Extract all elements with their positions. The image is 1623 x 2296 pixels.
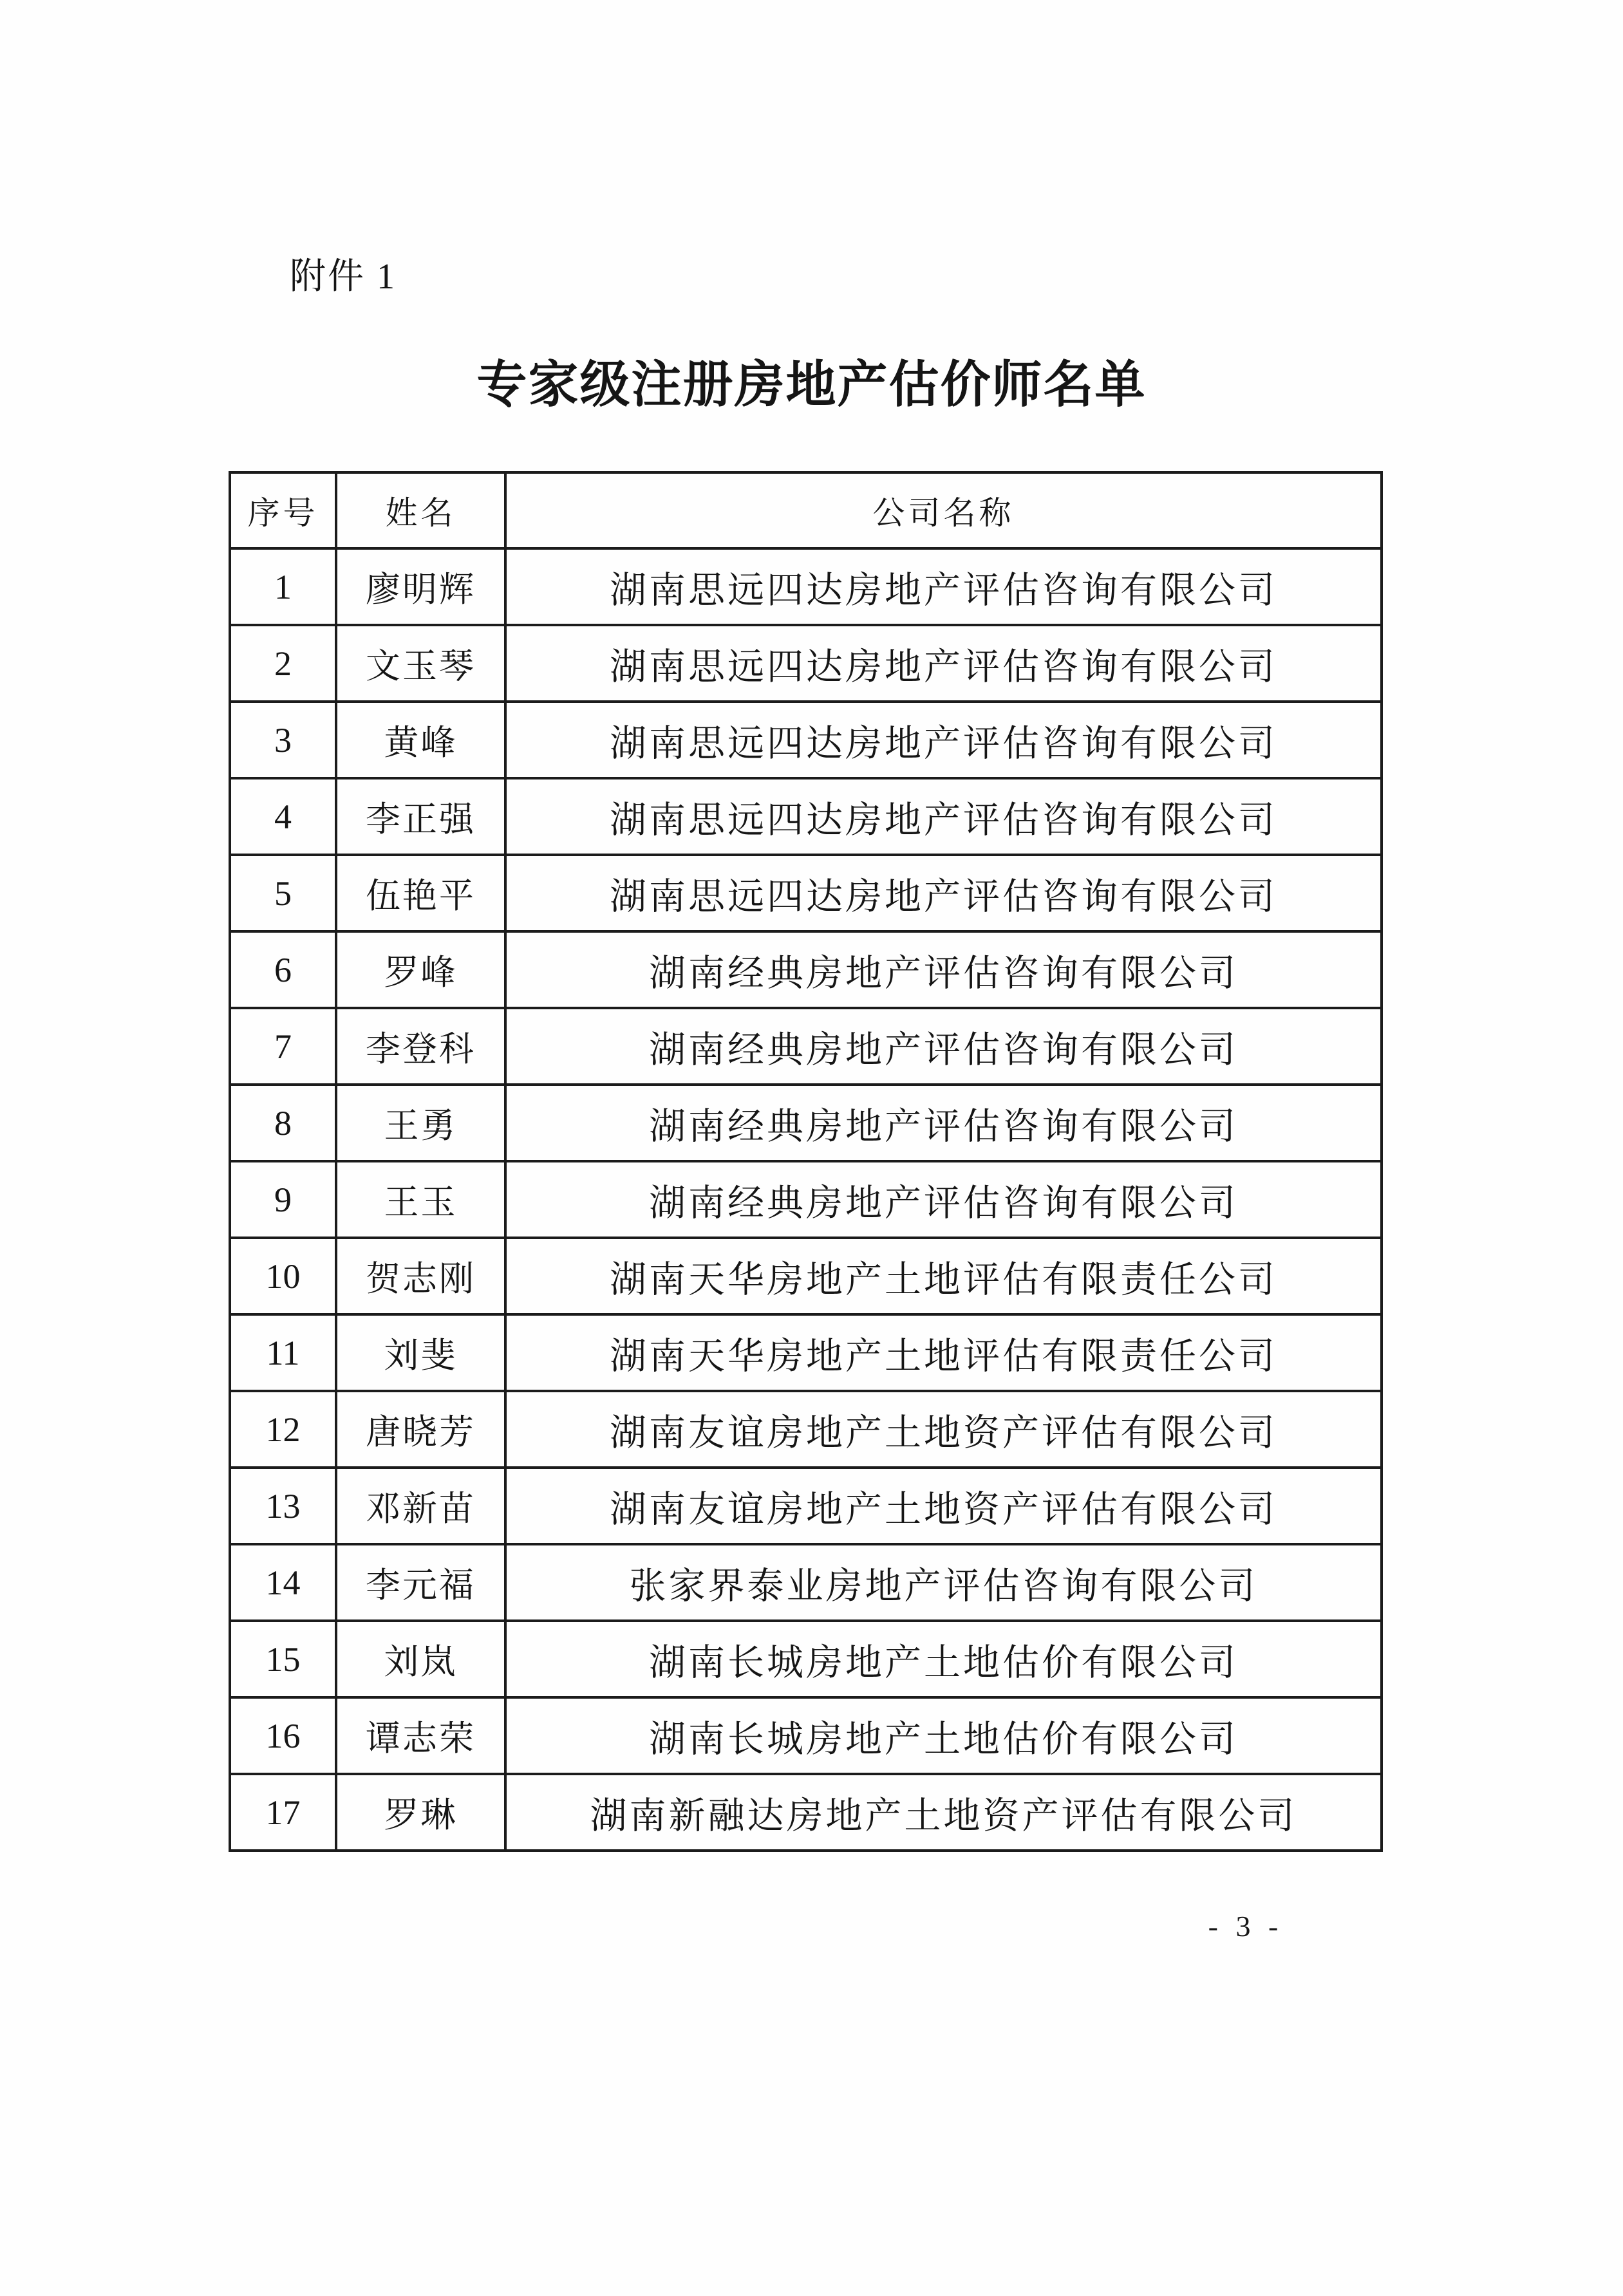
row-name: 李正强 xyxy=(336,778,505,855)
row-name: 王玉 xyxy=(336,1161,505,1238)
row-no: 15 xyxy=(230,1621,336,1697)
row-name: 廖明辉 xyxy=(336,548,505,625)
row-no: 6 xyxy=(230,931,336,1008)
row-company: 张家界泰业房地产评估咨询有限公司 xyxy=(505,1544,1382,1621)
row-name: 李登科 xyxy=(336,1008,505,1085)
table-row xyxy=(230,1774,1382,1851)
row-no: 3 xyxy=(230,702,336,778)
row-name: 李元福 xyxy=(336,1544,505,1621)
table-row xyxy=(230,1544,1382,1621)
row-no: 5 xyxy=(230,855,336,931)
header-no: 序号 xyxy=(230,472,336,548)
row-company: 湖南思远四达房地产评估咨询有限公司 xyxy=(505,625,1382,702)
row-name: 贺志刚 xyxy=(336,1238,505,1314)
row-name: 伍艳平 xyxy=(336,855,505,931)
row-company: 湖南思远四达房地产评估咨询有限公司 xyxy=(505,855,1382,931)
row-no: 1 xyxy=(230,548,336,625)
header-name: 姓名 xyxy=(336,472,505,548)
table-row xyxy=(230,1621,1382,1697)
row-no: 11 xyxy=(230,1314,336,1391)
appraiser-table xyxy=(229,471,1383,1852)
row-name: 王勇 xyxy=(336,1085,505,1161)
row-no: 4 xyxy=(230,778,336,855)
row-no: 7 xyxy=(230,1008,336,1085)
table-row xyxy=(230,625,1382,702)
row-name: 黄峰 xyxy=(336,702,505,778)
row-name: 邓新苗 xyxy=(336,1468,505,1544)
row-no: 16 xyxy=(230,1697,336,1774)
table-body xyxy=(230,548,1382,1851)
table-row xyxy=(230,931,1382,1008)
row-name: 刘斐 xyxy=(336,1314,505,1391)
row-no: 8 xyxy=(230,1085,336,1161)
row-company: 湖南长城房地产土地估价有限公司 xyxy=(505,1621,1382,1697)
row-no: 14 xyxy=(230,1544,336,1621)
table-row xyxy=(230,1468,1382,1544)
table-row xyxy=(230,1314,1382,1391)
row-no: 17 xyxy=(230,1774,336,1851)
row-name: 文玉琴 xyxy=(336,625,505,702)
row-company: 湖南经典房地产评估咨询有限公司 xyxy=(505,1085,1382,1161)
header-company: 公司名称 xyxy=(505,472,1382,548)
row-name: 罗琳 xyxy=(336,1774,505,1851)
row-name: 谭志荣 xyxy=(336,1697,505,1774)
attachment-label: 附件 1 xyxy=(290,257,397,297)
row-name: 罗峰 xyxy=(336,931,505,1008)
row-name: 唐晓芳 xyxy=(336,1391,505,1468)
table-row xyxy=(230,855,1382,931)
row-no: 12 xyxy=(230,1391,336,1468)
page-title: 专家级注册房地产估价师名单 xyxy=(476,357,1147,413)
table-row xyxy=(230,1008,1382,1085)
table-row xyxy=(230,778,1382,855)
row-company: 湖南思远四达房地产评估咨询有限公司 xyxy=(505,548,1382,625)
row-company: 湖南新融达房地产土地资产评估有限公司 xyxy=(505,1774,1382,1851)
page-number: - 3 - xyxy=(1208,1910,1284,1943)
table-row xyxy=(230,1085,1382,1161)
table-row xyxy=(230,702,1382,778)
table-row xyxy=(230,1161,1382,1238)
row-name: 刘岚 xyxy=(336,1621,505,1697)
row-company: 湖南天华房地产土地评估有限责任公司 xyxy=(505,1314,1382,1391)
row-company: 湖南思远四达房地产评估咨询有限公司 xyxy=(505,702,1382,778)
row-no: 2 xyxy=(230,625,336,702)
table-header-row xyxy=(230,472,1382,548)
row-company: 湖南经典房地产评估咨询有限公司 xyxy=(505,1008,1382,1085)
table-row xyxy=(230,1391,1382,1468)
row-company: 湖南长城房地产土地估价有限公司 xyxy=(505,1697,1382,1774)
table-row xyxy=(230,1697,1382,1774)
row-company: 湖南友谊房地产土地资产评估有限公司 xyxy=(505,1468,1382,1544)
table-row xyxy=(230,548,1382,625)
row-company: 湖南经典房地产评估咨询有限公司 xyxy=(505,1161,1382,1238)
row-company: 湖南思远四达房地产评估咨询有限公司 xyxy=(505,778,1382,855)
table-row xyxy=(230,1238,1382,1314)
row-company: 湖南经典房地产评估咨询有限公司 xyxy=(505,931,1382,1008)
row-no: 13 xyxy=(230,1468,336,1544)
row-company: 湖南天华房地产土地评估有限责任公司 xyxy=(505,1238,1382,1314)
row-company: 湖南友谊房地产土地资产评估有限公司 xyxy=(505,1391,1382,1468)
row-no: 9 xyxy=(230,1161,336,1238)
row-no: 10 xyxy=(230,1238,336,1314)
